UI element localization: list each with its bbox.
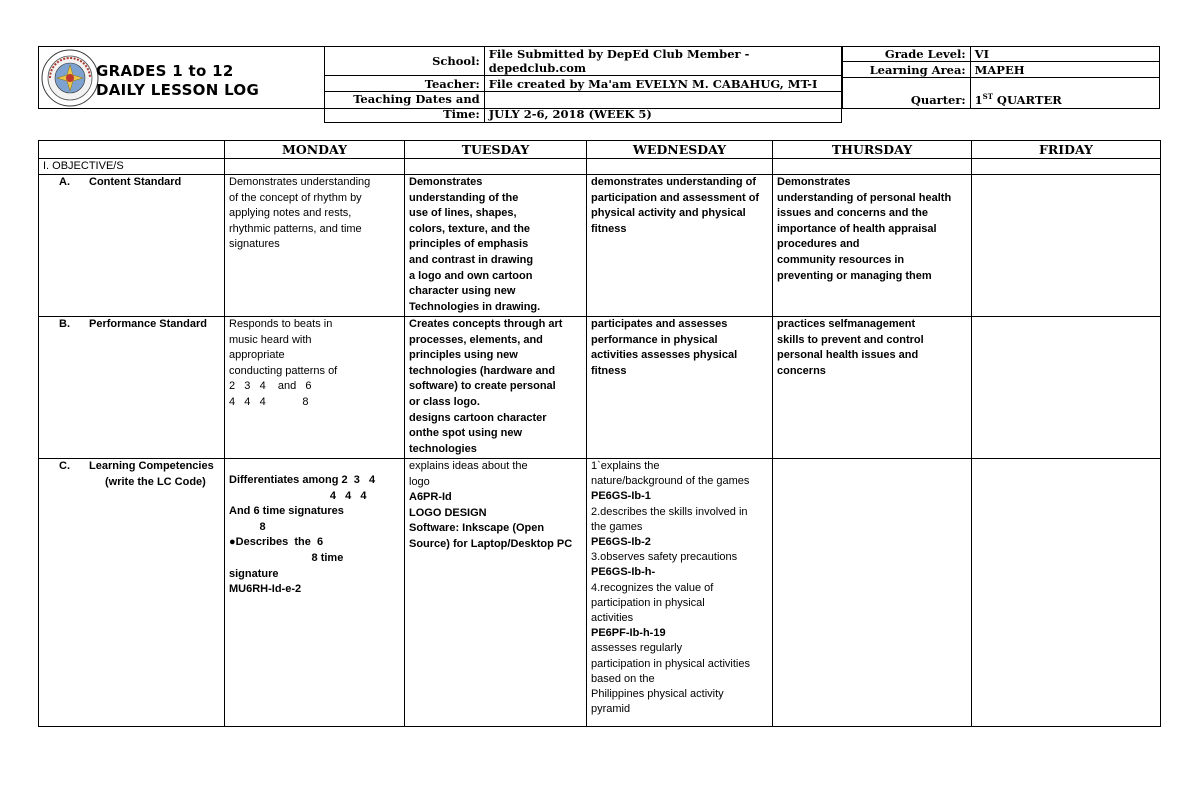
competencies-thursday [773,459,972,727]
competencies-wednesday-line: 3.observes safety precautions [591,551,738,564]
grade-value: VI [970,47,1159,62]
performance-monday-line: music heard with [229,333,312,346]
quarter-value: 1ST QUARTER [970,78,1159,109]
competencies-wednesday-line: PE6GS-Ib-h- [591,566,656,579]
learning-competencies-row [39,459,1161,727]
daily-lesson-table [38,140,1161,727]
dates-label [325,92,485,123]
content-friday [972,175,1161,317]
competencies-monday-line: Differentiates among 2 3 4 [229,474,376,486]
competencies-monday-line: 8 time [229,551,344,564]
performance-monday-line: conducting patterns of [229,364,338,377]
competencies-wednesday-line: 1`explains the [591,460,660,472]
competencies-wednesday [587,459,773,727]
header-grade-table [842,46,1160,109]
competencies-wednesday-line: PE6GS-Ib-2 [591,536,651,549]
competencies-wednesday-line: nature/background of the games [591,475,750,488]
competencies-wednesday-line: activities [591,612,634,625]
objectives-row [39,159,1161,175]
performance-standard-row [39,317,1161,459]
performance-monday [225,317,405,459]
competencies-wednesday-line: the games [591,520,643,533]
competencies-wednesday-line: participation in physical activities [591,657,750,670]
day-tuesday: TUESDAY [405,141,587,159]
area-value: MAPEH [970,62,1159,78]
competencies-tuesday-line: Source) for Laptop/Desktop PC [409,537,573,550]
content-standard-row [39,175,1161,317]
content-thursday: Demonstrates understanding of personal health issues and concerns and the importance of health appraisal procedures and community resources in preventing or managing them [773,175,972,317]
competencies-tuesday-line: logo [409,475,430,488]
competencies-wednesday-line: PE6PF-Ib-h-19 [591,627,666,640]
competencies-wednesday-line: PE6GS-Ib-1 [591,490,651,503]
competencies-tuesday [405,459,587,727]
corner-cell [39,141,225,159]
competencies-friday [972,459,1161,727]
day-monday: MONDAY [225,141,405,159]
objectives-label: I. OBJECTIVE/S [39,159,225,175]
competencies-monday-line: signature [229,567,279,580]
performance-monday-line: 4 4 4 8 [229,395,309,408]
page-title-line2: DAILY LESSON LOG [96,81,260,99]
competencies-wednesday-line: 2.describes the skills involved in [591,505,748,518]
dates-label-line2: Time: [443,107,480,121]
performance-standard-label: B. Performance Standard [39,317,225,459]
school-label: School: [325,47,485,76]
dates-label-line1: Teaching Dates and [353,92,480,106]
performance-monday-line: Responds to beats in [229,318,333,330]
competencies-tuesday-line: Software: Inkscape (Open [409,522,545,535]
competencies-monday-line: ●Describes the 6 [229,536,324,549]
competencies-wednesday-line: based on the [591,672,655,685]
competencies-wednesday-line: Philippines physical activity [591,688,724,701]
competencies-tuesday-line: A6PR-Id [409,491,452,504]
school-value: File Submitted by DepEd Club Member - depedclub.com [484,47,841,76]
performance-monday-line: appropriate [229,349,285,362]
competencies-monday [225,459,405,727]
competencies-tuesday-line: explains ideas about the [409,460,528,472]
grade-label: Grade Level: [843,47,971,62]
area-label: Learning Area: [843,62,971,78]
content-tuesday: Demonstrates understanding of the use of lines, shapes, colors, texture, and the principles of emphasis and contrast in drawing a logo and own cartoon character using new Technologies in drawing. [405,175,587,317]
content-wednesday: demonstrates understanding of participation and assessment of physical activity and physical fitness [587,175,773,317]
page-title-line1: GRADES 1 to 12 [96,62,234,80]
competencies-monday-line: 4 4 4 [229,489,367,502]
performance-tuesday: Creates concepts through art processes, elements, and principles using new technologies (hardware and software) to create personal or class logo. designs cartoon character onthe spot using new technologies [405,317,587,459]
quarter-label: Quarter: [843,78,971,109]
performance-monday-line: 2 3 4 and 6 [229,380,312,393]
competencies-monday-line: 8 [229,520,266,533]
day-thursday: THURSDAY [773,141,972,159]
deped-seal-icon [40,48,100,108]
performance-thursday: practices selfmanagement skills to prevent and control personal health issues and concerns [773,317,972,459]
days-header-row [39,141,1161,159]
day-wednesday: WEDNESDAY [587,141,773,159]
dates-value: JULY 2-6, 2018 (WEEK 5) [484,92,841,123]
competencies-tuesday-line: LOGO DESIGN [409,506,487,519]
competencies-wednesday-line: 4.recognizes the value of [591,581,714,594]
competencies-wednesday-line: participation in physical [591,596,705,609]
competencies-monday-line: And 6 time signatures [229,505,344,518]
teacher-label: Teacher: [325,76,485,92]
performance-friday [972,317,1161,459]
content-standard-label: A. Content Standard [39,175,225,317]
competencies-monday-line: MU6RH-Id-e-2 [229,583,302,596]
teacher-value: File created by Ma'am EVELYN M. CABAHUG, MT-I [484,76,841,92]
learning-competencies-label: C. Learning Competencies (write the LC Code) [39,459,225,727]
header-info-table [324,46,842,123]
day-friday: FRIDAY [972,141,1161,159]
content-monday: Demonstrates understanding of the concept of rhythm by applying notes and rests, rhythmic patterns, and time signatures [225,175,405,317]
competencies-wednesday-line: pyramid [591,703,631,716]
performance-wednesday: participates and assesses performance in physical activities assesses physical fitness [587,317,773,459]
competencies-wednesday-line: assesses regularly [591,642,683,655]
